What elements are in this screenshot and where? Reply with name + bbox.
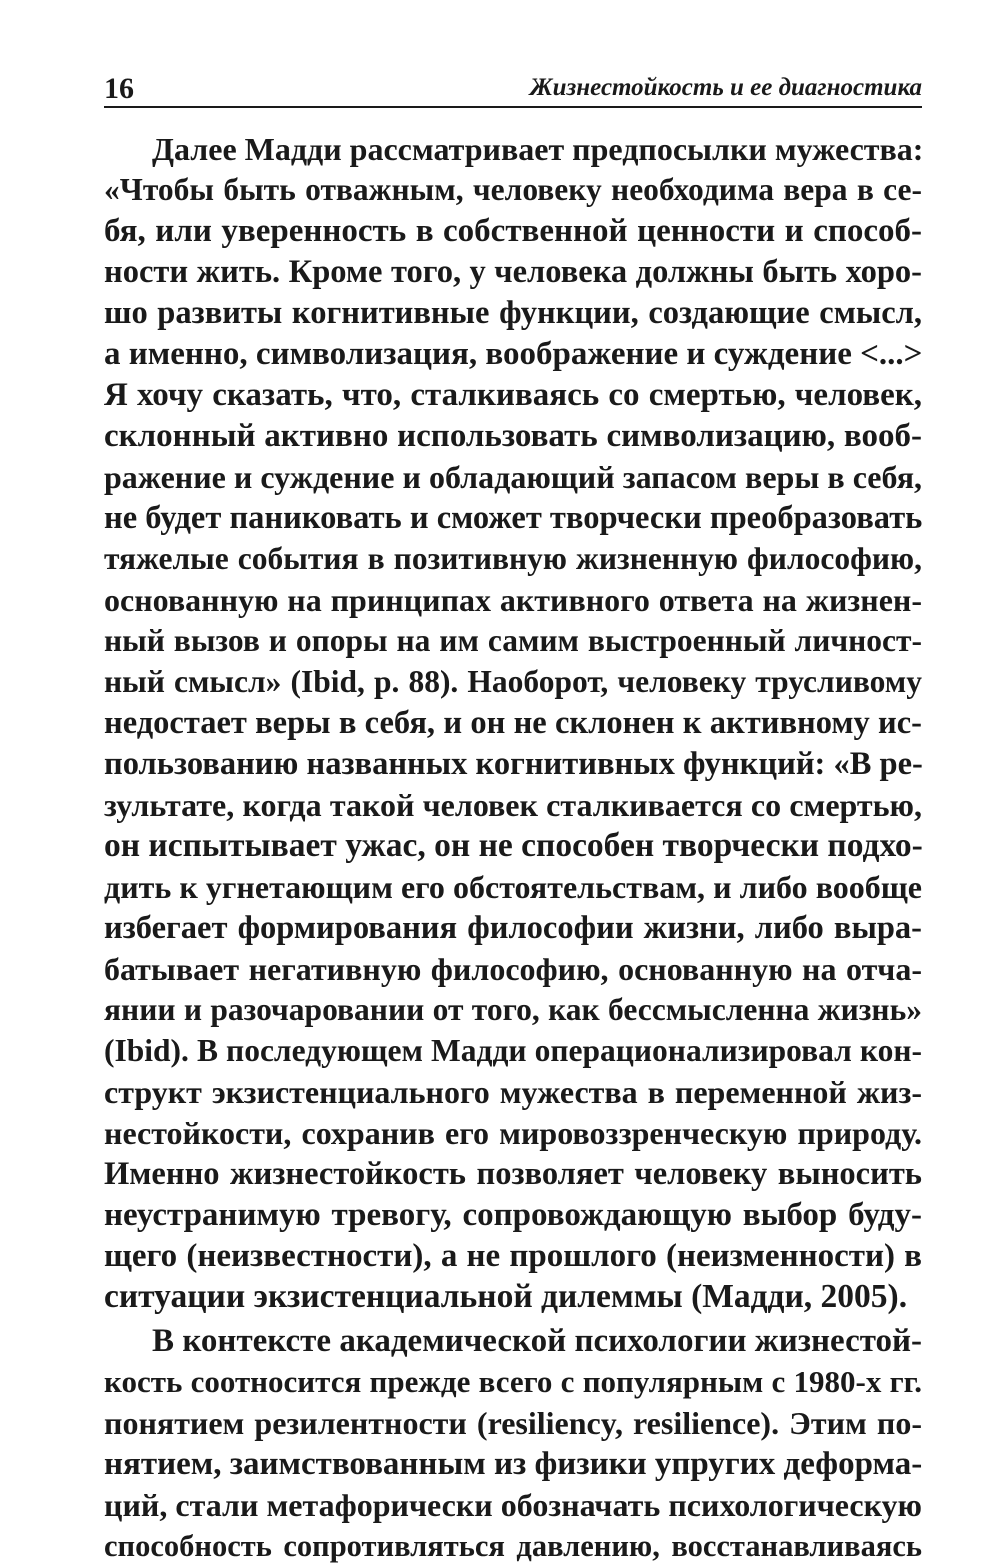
text-line: он испытывает ужас, он не способен творчески подхо-: [104, 827, 923, 864]
text-line: избегает формирования философии жизни, либо выра-: [104, 910, 922, 946]
text-line: ный смысл» (Ibid, p. 88). Наоборот, человеку трусливому: [104, 664, 922, 699]
text-line: В контексте академической психологии жизнестой-: [152, 1323, 922, 1359]
text-line: (Ibid). В последующем Мадди операционализировал кон-: [104, 1033, 922, 1068]
text-line: зультате, когда такой человек сталкивается со смертью,: [104, 787, 922, 823]
text-line: пользованию названных когнитивных функций: «В ре-: [104, 746, 923, 782]
text-line: нестойкости, сохранив его мировоззренческую природу.: [104, 1115, 922, 1151]
page-number: 16: [104, 72, 134, 105]
text-line: ражение и суждение и обладающий запасом веры в себя,: [104, 459, 922, 495]
chapter-title: Жизнестойкость и ее диагностика: [529, 74, 922, 101]
text-line: щего (неизвестности), а не прошлого (неизменности) в: [104, 1238, 922, 1274]
text-line: склонный активно использовать символизацию, вооб-: [104, 418, 922, 454]
text-line: Я хочу сказать, что, сталкиваясь со смертью, человек,: [104, 377, 922, 413]
text-line: Далее Мадди рассматривает предпосылки мужества:: [152, 131, 924, 167]
text-line: кость соотносится прежде всего с популярным с 1980-х гг.: [104, 1364, 922, 1399]
text-line: основанную на принципах активного ответа на жизнен-: [104, 582, 922, 618]
text-line: способность сопротивляться давлению, восстанавливаясь: [104, 1529, 922, 1563]
text-line: ности жить. Кроме того, у человека должны быть хоро-: [104, 254, 922, 290]
running-header: [104, 66, 922, 108]
text-line: бя, или уверенность в собственной ценности и способ-: [104, 213, 922, 249]
text-line: структ экзистенциального мужества в переменной жиз-: [104, 1074, 922, 1110]
text-line: янии и разочаровании от того, как бессмысленна жизнь»: [104, 992, 922, 1027]
text-line: ситуации экзистенциальной дилеммы (Мадди, 2005).: [104, 1278, 908, 1315]
text-line: а именно, символизация, воображение и суждение <...>: [104, 336, 923, 372]
text-line: ный вызов и опоры на им самим выстроенный личност-: [104, 623, 922, 658]
text-line: батывает негативную философию, основанную на отча-: [104, 951, 922, 987]
text-line: понятием резилентности (resiliency, resilience). Этим по-: [104, 1405, 922, 1441]
text-line: не будет паниковать и сможет творчески преобразовать: [104, 500, 923, 536]
text-line: «Чтобы быть отважным, человеку необходима вера в се-: [104, 172, 922, 207]
text-line: шо развиты когнитивные функции, создающие смысл,: [104, 295, 922, 331]
text-line: недостает веры в себя, и он не склонен к активному ис-: [104, 705, 922, 741]
text-line: тяжелые события в позитивную жизненную философию,: [104, 541, 922, 576]
text-line: нятием, заимствованным из физики упругих деформа-: [104, 1446, 923, 1482]
text-line: дить к угнетающим его обстоятельствам, и либо вообще: [104, 869, 922, 905]
text-line: Именно жизнестойкость позволяет человеку выносить: [104, 1156, 922, 1192]
text-line: ций, стали метафорически обозначать психологическую: [104, 1487, 922, 1523]
text-line: неустранимую тревогу, сопровождающую выбор буду-: [104, 1197, 922, 1233]
